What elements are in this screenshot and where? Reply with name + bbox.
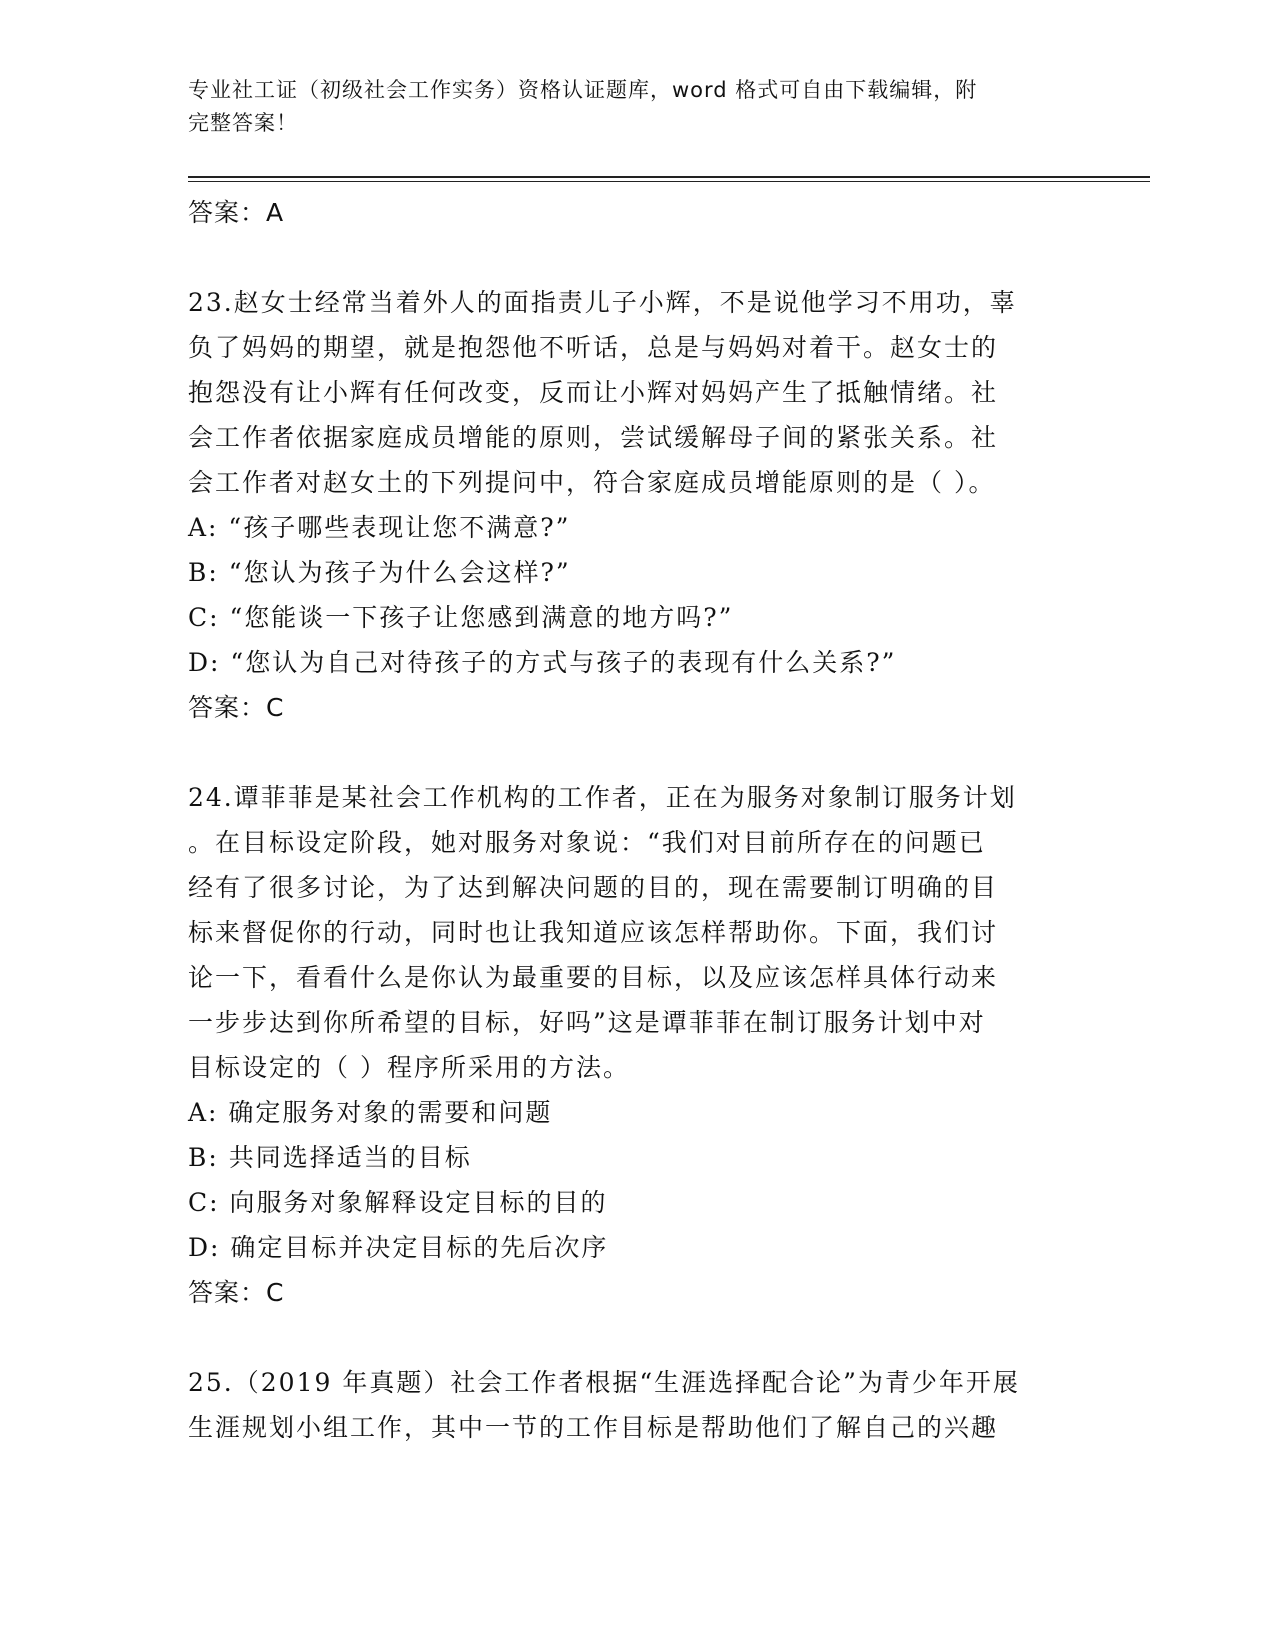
question-24 — [188, 775, 1088, 1315]
question-text-line: 论一下，看看什么是你认为最重要的目标，以及应该怎样具体行动来 — [188, 963, 999, 992]
option-a: A: “孩子哪些表现让您不满意?” — [188, 513, 571, 542]
question-text-line: 23.赵女士经常当着外人的面指责儿子小辉，不是说他学习不用功，辜 — [188, 288, 1017, 317]
question-text-line: 一步步达到你所希望的目标，好吗”这是谭菲菲在制订服务计划中对 — [188, 1008, 986, 1037]
header-line: 专业社工证（初级社会工作实务）资格认证题库，word 格式可自由下载编辑，附 — [188, 78, 978, 102]
question-text-line: 负了妈妈的期望，就是抱怨他不听话，总是与妈妈对着干。赵女士的 — [188, 333, 999, 362]
question-text-line: 经有了很多讨论，为了达到解决问题的目的，现在需要制订明确的目 — [188, 873, 999, 902]
question-25 — [188, 1360, 1088, 1450]
question-text-line: 24.谭菲菲是某社会工作机构的工作者，正在为服务对象制订服务计划 — [188, 783, 1017, 812]
question-text-line: 25.（2019 年真题）社会工作者根据“生涯选择配合论”为青少年开展 — [188, 1368, 1020, 1397]
answer-line: 答案：A — [188, 198, 285, 227]
option-d: D: 确定目标并决定目标的先后次序 — [188, 1233, 609, 1262]
question-text-line: 会工作者对赵女土的下列提问中，符合家庭成员增能原则的是（ ）。 — [188, 468, 996, 497]
option-b: B: “您认为孩子为什么会这样?” — [188, 558, 571, 587]
question-text-line: 会工作者依据家庭成员增能的原则，尝试缓解母子间的紧张关系。社 — [188, 423, 999, 452]
option-d: D: “您认为自己对待孩子的方式与孩子的表现有什么关系?” — [188, 648, 897, 677]
question-23 — [188, 280, 1088, 730]
question-text-line: 。在目标设定阶段，她对服务对象说：“我们对目前所存在的问题已 — [188, 828, 986, 857]
option-b: B: 共同选择适当的目标 — [188, 1143, 472, 1172]
question-text-line: 目标设定的（ ）程序所采用的方法。 — [188, 1053, 630, 1082]
question-text-line: 生涯规划小组工作，其中一节的工作目标是帮助他们了解自己的兴趣 — [188, 1413, 999, 1442]
page-header — [188, 74, 1068, 140]
option-a: A: 确定服务对象的需要和问题 — [188, 1098, 553, 1127]
question-text-line: 标来督促你的行动，同时也让我知道应该怎样帮助你。下面，我们讨 — [188, 918, 999, 947]
answer-line: 答案：C — [188, 693, 285, 722]
answer-line: 答案：C — [188, 1278, 285, 1307]
header-rule-thin — [188, 181, 1150, 182]
question-text-line: 抱怨没有让小辉有任何改变，反而让小辉对妈妈产生了抵触情绪。社 — [188, 378, 999, 407]
question-content — [188, 190, 1088, 1450]
header-line: 完整答案！ — [188, 111, 298, 135]
option-c: C: 向服务对象解释设定目标的目的 — [188, 1188, 608, 1217]
option-c: C: “您能谈一下孩子让您感到满意的地方吗?” — [188, 603, 734, 632]
header-rule — [188, 176, 1150, 178]
